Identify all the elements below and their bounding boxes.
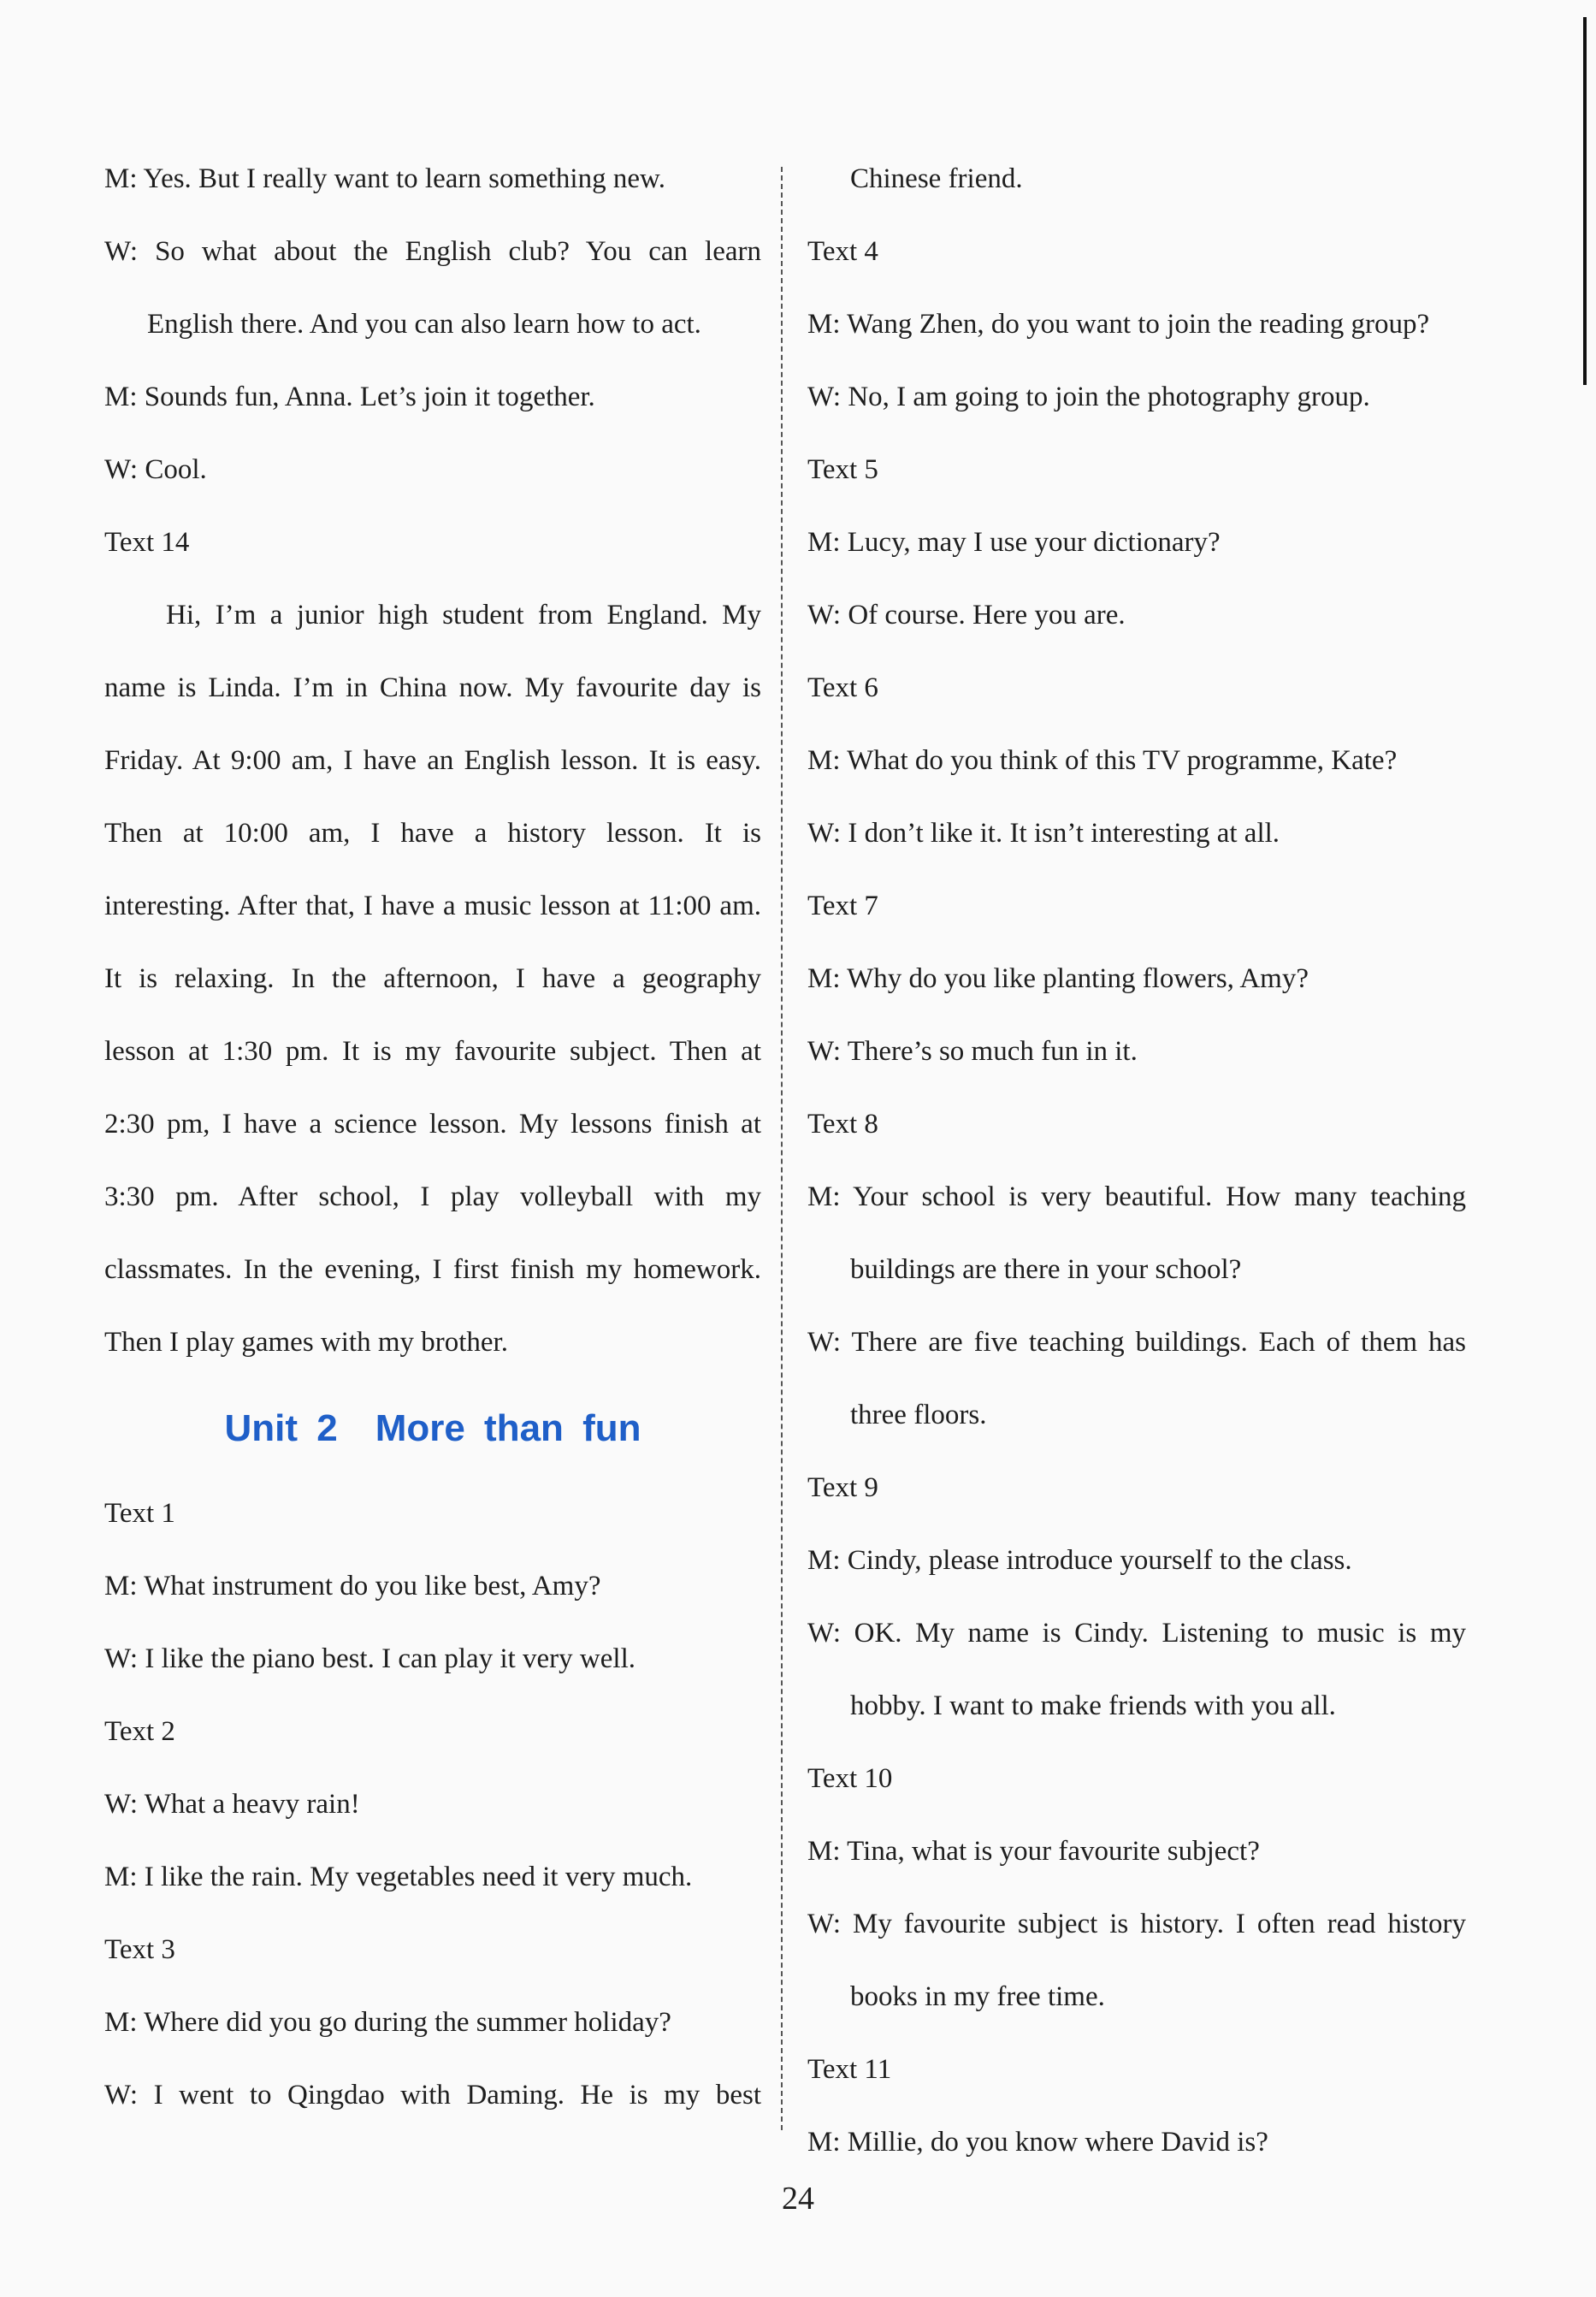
dialogue-line: M: Your school is very beautiful. How many teaching bbox=[807, 1181, 1466, 1212]
text-label: Text 4 bbox=[807, 236, 878, 267]
dialogue-line: M: What do you think of this TV programme, Kate? bbox=[807, 745, 1398, 776]
paragraph-line: 3:30 pm. After school, I play volleyball with my bbox=[104, 1181, 761, 1212]
dialogue-line: W: What a heavy rain! bbox=[104, 1789, 360, 1820]
text-label: Text 14 bbox=[104, 527, 190, 558]
dialogue-line: M: Lucy, may I use your dictionary? bbox=[807, 527, 1221, 558]
text-label: Text 8 bbox=[807, 1109, 878, 1140]
dialogue-line: W: Of course. Here you are. bbox=[807, 600, 1126, 630]
dialogue-line: M: Tina, what is your favourite subject? bbox=[807, 1836, 1260, 1867]
text-label: Text 6 bbox=[807, 672, 878, 703]
paragraph-line: Hi, I’m a junior high student from England. My bbox=[166, 600, 761, 630]
dialogue-line: M: Where did you go during the summer holiday? bbox=[104, 2007, 671, 2038]
paragraph-line: Then I play games with my brother. bbox=[104, 1327, 508, 1358]
text-label: Text 10 bbox=[807, 1763, 893, 1794]
dialogue-line: M: Millie, do you know where David is? bbox=[807, 2127, 1268, 2158]
dialogue-line: W: So what about the English club? You can learn bbox=[104, 236, 761, 267]
paragraph-line: 2:30 pm, I have a science lesson. My lessons finish at bbox=[104, 1109, 761, 1140]
dialogue-line: M: Yes. But I really want to learn something new. bbox=[104, 163, 665, 194]
text-label: Text 2 bbox=[104, 1716, 175, 1747]
paragraph-line: It is relaxing. In the afternoon, I have a geography bbox=[104, 963, 761, 994]
unit-title: More than fun bbox=[375, 1407, 641, 1449]
left-column bbox=[104, 143, 761, 2132]
dialogue-line: hobby. I want to make friends with you all. bbox=[850, 1690, 1336, 1721]
paragraph-line: lesson at 1:30 pm. It is my favourite subject. Then at bbox=[104, 1036, 761, 1067]
dialogue-line: M: Sounds fun, Anna. Let’s join it together. bbox=[104, 382, 595, 412]
text-label: Text 7 bbox=[807, 891, 878, 921]
dialogue-line: W: There are five teaching buildings. Each of them has bbox=[807, 1327, 1466, 1358]
dialogue-line: three floors. bbox=[850, 1400, 987, 1430]
dialogue-line: W: OK. My name is Cindy. Listening to music is my bbox=[807, 1618, 1466, 1649]
column-divider bbox=[781, 167, 783, 2130]
unit-number: Unit 2 bbox=[224, 1407, 338, 1449]
right-column bbox=[807, 143, 1466, 2179]
paragraph-line: classmates. In the evening, I first finish my homework. bbox=[104, 1254, 761, 1285]
text-label: Text 1 bbox=[104, 1498, 175, 1529]
dialogue-line: books in my free time. bbox=[850, 1981, 1105, 2012]
dialogue-line: buildings are there in your school? bbox=[850, 1254, 1242, 1285]
dialogue-line: M: Cindy, please introduce yourself to the class. bbox=[807, 1545, 1352, 1576]
scan-edge-mark bbox=[1583, 17, 1587, 385]
dialogue-line: Chinese friend. bbox=[850, 163, 1023, 194]
dialogue-line: M: Wang Zhen, do you want to join the reading group? bbox=[807, 309, 1430, 340]
paragraph-line: name is Linda. I’m in China now. My favourite day is bbox=[104, 672, 761, 703]
page-number: 24 bbox=[782, 2181, 814, 2217]
text-label: Text 9 bbox=[807, 1472, 878, 1503]
text-label: Text 5 bbox=[807, 454, 878, 485]
text-label: Text 3 bbox=[104, 1934, 175, 1965]
dialogue-line: W: I don’t like it. It isn’t interesting at all. bbox=[807, 818, 1280, 849]
dialogue-line: W: Cool. bbox=[104, 454, 207, 485]
paragraph-line: interesting. After that, I have a music lesson at 11:00 am. bbox=[104, 891, 761, 921]
dialogue-line: M: Why do you like planting flowers, Amy? bbox=[807, 963, 1309, 994]
dialogue-line: W: There’s so much fun in it. bbox=[807, 1036, 1138, 1067]
dialogue-line: W: My favourite subject is history. I often read history bbox=[807, 1909, 1466, 1939]
dialogue-line: W: I went to Qingdao with Daming. He is my best bbox=[104, 2080, 761, 2111]
dialogue-line: W: I like the piano best. I can play it very well. bbox=[104, 1643, 635, 1674]
dialogue-line: M: I like the rain. My vegetables need it very much. bbox=[104, 1862, 693, 1892]
dialogue-line: English there. And you can also learn how to act. bbox=[147, 309, 701, 340]
paragraph-line: Then at 10:00 am, I have a history lesson. It is bbox=[104, 818, 761, 849]
text-label: Text 11 bbox=[807, 2054, 892, 2085]
dialogue-line: M: What instrument do you like best, Amy? bbox=[104, 1571, 601, 1601]
unit-heading bbox=[104, 1379, 761, 1477]
dialogue-line: W: No, I am going to join the photography group. bbox=[807, 382, 1370, 412]
paragraph-line: Friday. At 9:00 am, I have an English lesson. It is easy. bbox=[104, 745, 761, 776]
